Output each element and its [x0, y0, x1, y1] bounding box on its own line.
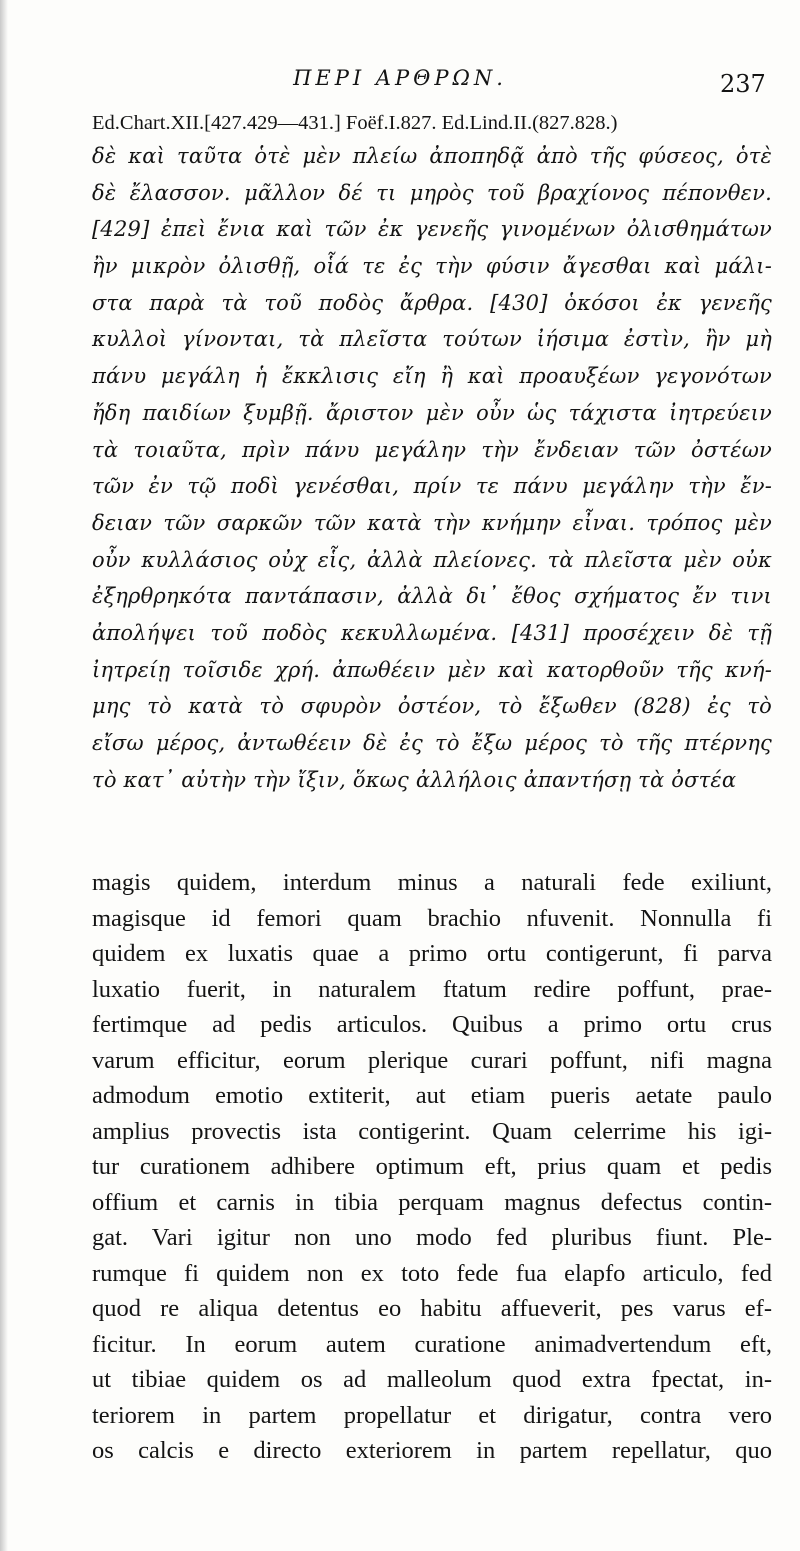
edition-reference: Ed.Chart.XII.[427.429—431.] Foëf.I.827. Ed.Lind.II.(827.828.): [92, 112, 618, 134]
greek-line: πάνυ μεγάλη ἡ ἔκκλισις εἴη ἢ καὶ προαυξέων γεγονότων: [92, 364, 772, 389]
latin-line: admodum emotio extiterit, aut etiam pueris aetate paulo: [92, 1082, 772, 1109]
latin-line: magis quidem, interdum minus a naturali fede exiliunt,: [92, 869, 772, 896]
greek-line: δὲ ἔλασσον. μᾶλλον δέ τι μηρὸς τοῦ βραχίονος πέπονθεν.: [92, 180, 772, 205]
greek-line: ἰητρείῃ τοῖσιδε χρή. ἀπωθέειν μὲν καὶ κατορθοῦν τῆς κνή-: [92, 657, 772, 682]
latin-line: varum efficitur, eorum plerique curari poffunt, nifi magna: [92, 1046, 772, 1074]
latin-line: ut tibiae quidem os ad malleolum quod extra fpectat, in-: [92, 1366, 772, 1393]
page-number: 237: [720, 70, 766, 98]
latin-line: offium et carnis in tibia perquam magnus defectus contin-: [92, 1188, 772, 1216]
greek-line: τῶν ἐν τῷ ποδὶ γενέσθαι, πρίν τε πάνυ μεγάλην τὴν ἔν-: [92, 474, 772, 499]
latin-line: ficitur. In eorum autem curatione animadvertendum eft,: [92, 1330, 772, 1358]
latin-text-block: [92, 865, 772, 1469]
latin-line: os calcis e directo exteriorem in partem repellatur, quo: [92, 1437, 772, 1464]
greek-line: κυλλοὶ γίνονται, τὰ πλεῖστα τούτων ἰήσιμα ἐστὶν, ἢν μὴ: [92, 327, 772, 352]
greek-line: ἐξηρθρηκότα παντάπασιν, ἀλλὰ δι᾽ ἔθος σχήματος ἔν τινι: [92, 584, 772, 609]
greek-line: τὰ τοιαῦτα, πρὶν πάνυ μεγάλην τὴν ἔνδειαν τῶν ὀστέων: [92, 437, 772, 462]
latin-line: tur curationem adhibere optimum eft, prius quam et pedis: [92, 1153, 772, 1180]
greek-line: δειαν τῶν σαρκῶν τῶν κατὰ τὴν κνήμην εἶναι. τρόπος μὲν: [92, 510, 772, 535]
latin-line: gat. Vari igitur non uno modo fed pluribus fiunt. Ple-: [92, 1224, 772, 1251]
latin-line: quod re aliqua detentus eo habitu affueverit, pes varus ef-: [92, 1295, 772, 1322]
latin-line: teriorem in partem propellatur et dirigatur, contra vero: [92, 1401, 772, 1429]
greek-line: ἢν μικρὸν ὀλισθῇ, οἷά τε ἐς τὴν φύσιν ἄγεσθαι καὶ μάλι-: [92, 254, 772, 279]
greek-line: στα παρὰ τὰ τοῦ ποδὸς ἄρθρα. [430] ὁκόσοι ἐκ γενεῆς: [92, 290, 772, 315]
latin-line: rumque fi quidem non ex toto fede fua elapfo articulo, fed: [92, 1259, 772, 1287]
greek-line: εἴσω μέρος, ἀντωθέειν δὲ ἐς τὸ ἔξω μέρος τὸ τῆς πτέρνης: [92, 731, 772, 755]
greek-line: δὲ καὶ ταῦτα ὁτὲ μὲν πλείω ἀποπηδᾷ ἀπὸ τῆς φύσεος, ὁτὲ: [92, 144, 772, 168]
latin-line: quidem ex luxatis quae a primo ortu contigerunt, fi parva: [92, 940, 772, 967]
greek-line: τὸ κατ᾽ αὐτὴν τὴν ἴξιν, ὅκως ἀλλήλοις ἀπαντήσῃ τὰ ὀστέα: [92, 767, 737, 792]
latin-line: amplius provectis ista contigerint. Quam celerrime his igi-: [92, 1117, 772, 1145]
greek-line: [429] ἐπεὶ ἔνια καὶ τῶν ἐκ γενεῆς γινομένων ὀλισθημάτων: [92, 217, 772, 242]
greek-line: οὖν κυλλάσιος οὐχ εἷς, ἀλλὰ πλείονες. τὰ πλεῖστα μὲν οὐκ: [92, 547, 772, 572]
latin-line: fertimque ad pedis articulos. Quibus a primo ortu crus: [92, 1011, 772, 1038]
greek-line: μης τὸ κατὰ τὸ σφυρὸν ὀστέον, τὸ ἔξωθεν (828) ἐς τὸ: [92, 694, 772, 719]
running-title: ΠΕΡΙ ΑΡΘΡΩΝ.: [293, 66, 507, 90]
greek-line: ἤδη παιδίων ξυμβῇ. ἄριστον μὲν οὖν ὡς τάχιστα ἰητρεύειν: [92, 400, 772, 425]
greek-text-block: [92, 138, 772, 798]
latin-line: magisque id femori quam brachio nfuvenit. Nonnulla fi: [92, 904, 772, 932]
greek-line: ἀπολήψει τοῦ ποδὸς κεκυλλωμένα. [431] προσέχειν δὲ τῇ: [92, 620, 772, 645]
page-gutter-shadow: [0, 0, 8, 1551]
latin-line: luxatio fuerit, in naturalem ftatum redire poffunt, prae-: [92, 975, 772, 1003]
